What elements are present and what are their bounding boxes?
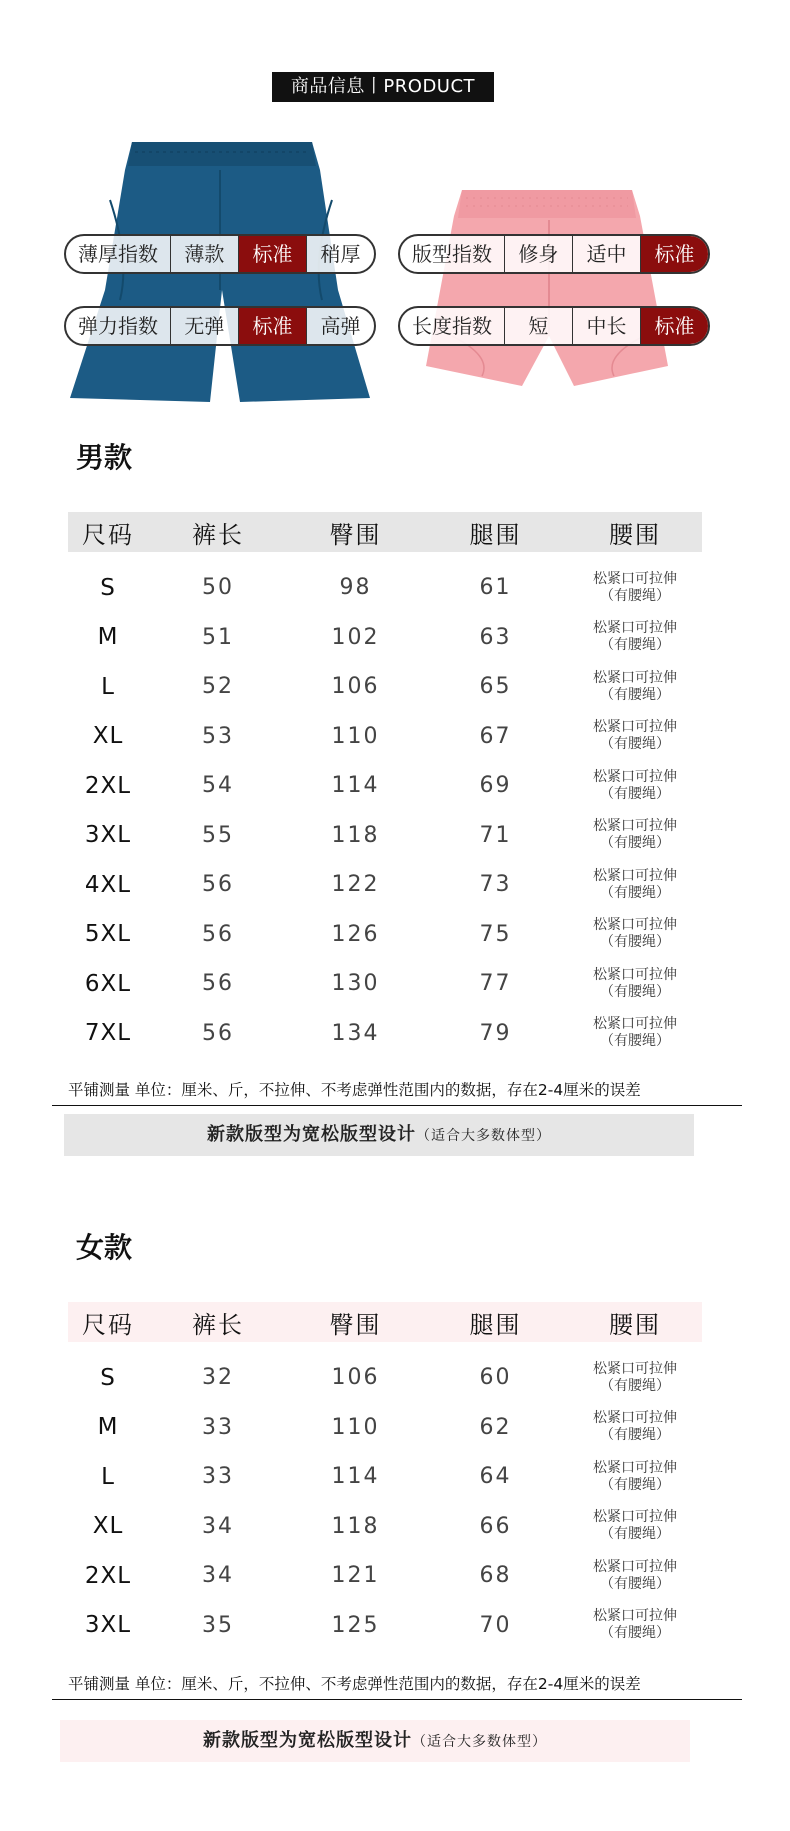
length-cell: 55 xyxy=(202,822,234,848)
men-table-body xyxy=(68,552,702,1058)
fit-option-regular: 适中 xyxy=(573,236,641,272)
women-table-body xyxy=(68,1342,702,1650)
thigh-cell: 64 xyxy=(479,1464,512,1490)
waist-line-1: 松紧口可拉伸 xyxy=(593,669,677,686)
header-thigh: 腿围 xyxy=(469,1310,522,1339)
thigh-cell: 69 xyxy=(479,773,512,799)
elasticity-label: 弹力指数 xyxy=(66,308,171,344)
thigh-cell: 73 xyxy=(479,872,512,898)
women-banner-text: 新款版型为宽松版型设计 xyxy=(203,1730,412,1751)
hip-cell: 122 xyxy=(331,872,380,898)
elasticity-option-standard: 标准 xyxy=(239,308,307,344)
women-banner-small: （适合大多数体型） xyxy=(412,1734,547,1750)
waist-line-1: 松紧口可拉伸 xyxy=(593,966,677,983)
length-cell: 56 xyxy=(202,1020,234,1046)
length-option-mid: 中长 xyxy=(573,308,641,344)
header-size: 尺码 xyxy=(82,1310,134,1339)
waist-cell xyxy=(568,1608,702,1642)
men-fit-banner xyxy=(64,1114,694,1156)
fit-label: 版型指数 xyxy=(400,236,505,272)
size-cell: 3XL xyxy=(84,822,132,849)
waist-cell xyxy=(568,967,702,1001)
length-cell: 34 xyxy=(202,1513,234,1539)
elasticity-indicator xyxy=(64,306,376,346)
hip-cell: 106 xyxy=(331,1365,380,1391)
hip-cell: 102 xyxy=(331,624,380,650)
table-row xyxy=(68,761,702,811)
waist-cell xyxy=(568,1361,702,1395)
waist-line-1: 松紧口可拉伸 xyxy=(593,1410,677,1427)
women-fit-banner xyxy=(60,1720,690,1762)
waist-line-1: 松紧口可拉伸 xyxy=(593,620,677,637)
table-row xyxy=(68,1353,702,1403)
header-hip: 臀围 xyxy=(329,1310,382,1339)
thickness-option-thin: 薄款 xyxy=(171,236,239,272)
women-table-header xyxy=(68,1302,702,1342)
waist-line-2: （有腰绳） xyxy=(600,983,670,1000)
table-row xyxy=(68,613,702,663)
thigh-cell: 62 xyxy=(479,1414,512,1440)
men-banner-text: 新款版型为宽松版型设计 xyxy=(207,1124,416,1145)
waist-cell xyxy=(568,917,702,951)
table-row xyxy=(68,1502,702,1552)
hip-cell: 114 xyxy=(331,773,380,799)
waist-cell xyxy=(568,868,702,902)
waist-line-2: （有腰绳） xyxy=(600,1427,670,1444)
size-cell: 3XL xyxy=(84,1612,132,1639)
header-size: 尺码 xyxy=(82,520,134,549)
size-cell: L xyxy=(101,1463,115,1490)
length-cell: 56 xyxy=(202,921,234,947)
men-note-divider xyxy=(52,1105,742,1106)
waist-line-1: 松紧口可拉伸 xyxy=(593,1608,677,1625)
length-cell: 33 xyxy=(202,1464,234,1490)
header-thigh: 腿围 xyxy=(469,520,522,549)
length-cell: 51 xyxy=(202,624,234,650)
waist-line-1: 松紧口可拉伸 xyxy=(593,570,677,587)
size-cell: M xyxy=(97,624,119,651)
thigh-cell: 71 xyxy=(479,822,512,848)
length-label: 长度指数 xyxy=(400,308,505,344)
header-hip: 臀围 xyxy=(329,520,382,549)
fit-option-slim: 修身 xyxy=(505,236,573,272)
hip-cell: 106 xyxy=(331,674,380,700)
thickness-indicator xyxy=(64,234,376,274)
waist-line-1: 松紧口可拉伸 xyxy=(593,917,677,934)
thigh-cell: 65 xyxy=(479,674,512,700)
waist-line-2: （有腰绳） xyxy=(600,736,670,753)
waist-line-2: （有腰绳） xyxy=(600,587,670,604)
waist-line-1: 松紧口可拉伸 xyxy=(593,1459,677,1476)
women-note-divider xyxy=(52,1699,742,1700)
thigh-cell: 61 xyxy=(479,575,512,601)
hip-cell: 118 xyxy=(331,822,380,848)
waist-cell xyxy=(568,1410,702,1444)
waist-cell xyxy=(568,1509,702,1543)
hip-cell: 98 xyxy=(339,575,372,601)
waist-cell xyxy=(568,571,702,605)
fit-indicator xyxy=(398,234,710,274)
table-row xyxy=(68,860,702,910)
thigh-cell: 77 xyxy=(479,971,512,997)
length-cell: 35 xyxy=(202,1612,234,1638)
men-table-header xyxy=(68,512,702,552)
waist-cell xyxy=(568,769,702,803)
hip-cell: 110 xyxy=(331,723,380,749)
hip-cell: 110 xyxy=(331,1414,380,1440)
length-cell: 33 xyxy=(202,1414,234,1440)
length-indicator xyxy=(398,306,710,346)
size-cell: 7XL xyxy=(84,1020,132,1047)
waist-line-2: （有腰绳） xyxy=(600,686,670,703)
length-cell: 52 xyxy=(202,674,234,700)
waist-line-1: 松紧口可拉伸 xyxy=(593,1016,677,1033)
waist-line-1: 松紧口可拉伸 xyxy=(593,768,677,785)
men-banner-small: （适合大多数体型） xyxy=(416,1128,551,1144)
length-option-standard: 标准 xyxy=(641,308,708,344)
thigh-cell: 63 xyxy=(479,624,512,650)
waist-line-2: （有腰绳） xyxy=(600,1476,670,1493)
size-cell: 2XL xyxy=(84,1562,132,1589)
waist-cell xyxy=(568,670,702,704)
men-size-table xyxy=(68,512,702,1058)
waist-line-2: （有腰绳） xyxy=(600,934,670,951)
size-cell: XL xyxy=(92,1513,124,1540)
thickness-label: 薄厚指数 xyxy=(66,236,171,272)
waist-line-2: （有腰绳） xyxy=(600,1033,670,1050)
waist-line-2: （有腰绳） xyxy=(600,835,670,852)
waist-line-1: 松紧口可拉伸 xyxy=(593,1360,677,1377)
table-row xyxy=(68,712,702,762)
table-row xyxy=(68,1601,702,1651)
waist-line-2: （有腰绳） xyxy=(600,637,670,654)
size-cell: L xyxy=(101,673,115,700)
length-cell: 56 xyxy=(202,872,234,898)
hip-cell: 121 xyxy=(331,1563,380,1589)
women-measurement-note: 平铺测量 单位：厘米、斤，不拉伸、不考虑弹性范围内的数据，存在2-4厘米的误差 xyxy=(68,1675,641,1693)
thigh-cell: 68 xyxy=(479,1563,512,1589)
women-section-title: 女款 xyxy=(76,1231,133,1264)
table-row xyxy=(68,1009,702,1059)
size-cell: 6XL xyxy=(84,970,132,997)
women-size-table xyxy=(68,1302,702,1650)
waist-line-1: 松紧口可拉伸 xyxy=(593,1509,677,1526)
hip-cell: 125 xyxy=(331,1612,380,1638)
hip-cell: 134 xyxy=(331,1020,380,1046)
thigh-cell: 70 xyxy=(479,1612,512,1638)
product-info-badge: 商品信息丨PRODUCT xyxy=(272,72,494,102)
table-row xyxy=(68,563,702,613)
thigh-cell: 60 xyxy=(479,1365,512,1391)
thigh-cell: 66 xyxy=(479,1513,512,1539)
waist-cell xyxy=(568,620,702,654)
size-cell: 2XL xyxy=(84,772,132,799)
thigh-cell: 67 xyxy=(479,723,512,749)
length-option-short: 短 xyxy=(505,308,573,344)
size-cell: 5XL xyxy=(84,921,132,948)
length-cell: 56 xyxy=(202,971,234,997)
women-shorts-image xyxy=(412,186,682,396)
hip-cell: 118 xyxy=(331,1513,380,1539)
waist-line-2: （有腰绳） xyxy=(600,884,670,901)
men-section-title: 男款 xyxy=(76,441,133,474)
thigh-cell: 79 xyxy=(479,1020,512,1046)
waist-line-2: （有腰绳） xyxy=(600,1575,670,1592)
waist-cell xyxy=(568,1559,702,1593)
waist-cell xyxy=(568,1460,702,1494)
thigh-cell: 75 xyxy=(479,921,512,947)
header-waist: 腰围 xyxy=(609,520,661,549)
table-row xyxy=(68,1551,702,1601)
length-cell: 53 xyxy=(202,723,234,749)
size-cell: 4XL xyxy=(84,871,132,898)
size-cell: S xyxy=(100,574,116,601)
size-cell: M xyxy=(97,1414,119,1441)
elasticity-option-none: 无弹 xyxy=(171,308,239,344)
table-row xyxy=(68,811,702,861)
length-cell: 34 xyxy=(202,1563,234,1589)
size-cell: S xyxy=(100,1364,116,1391)
waist-line-2: （有腰绳） xyxy=(600,1526,670,1543)
table-row xyxy=(68,1452,702,1502)
waist-line-2: （有腰绳） xyxy=(600,1377,670,1394)
table-row xyxy=(68,959,702,1009)
waist-line-1: 松紧口可拉伸 xyxy=(593,719,677,736)
hip-cell: 114 xyxy=(331,1464,380,1490)
waist-cell xyxy=(568,719,702,753)
waist-line-2: （有腰绳） xyxy=(600,1625,670,1642)
thickness-option-thick: 稍厚 xyxy=(320,242,361,266)
length-cell: 50 xyxy=(202,575,234,601)
header-length: 裤长 xyxy=(192,1310,244,1339)
waist-line-2: （有腰绳） xyxy=(600,785,670,802)
waist-line-1: 松紧口可拉伸 xyxy=(593,1558,677,1575)
table-row xyxy=(68,1403,702,1453)
table-row xyxy=(68,910,702,960)
size-cell: XL xyxy=(92,723,124,750)
thickness-option-standard: 标准 xyxy=(239,236,307,272)
waist-cell xyxy=(568,1016,702,1050)
men-measurement-note: 平铺测量 单位：厘米、斤，不拉伸、不考虑弹性范围内的数据，存在2-4厘米的误差 xyxy=(68,1081,641,1099)
length-cell: 54 xyxy=(202,773,234,799)
table-row xyxy=(68,662,702,712)
hip-cell: 130 xyxy=(331,971,380,997)
waist-cell xyxy=(568,818,702,852)
length-cell: 32 xyxy=(202,1365,234,1391)
header-waist: 腰围 xyxy=(609,1310,661,1339)
elasticity-option-high: 高弹 xyxy=(320,314,361,338)
header-length: 裤长 xyxy=(192,520,244,549)
hip-cell: 126 xyxy=(331,921,380,947)
fit-option-standard: 标准 xyxy=(641,236,708,272)
waist-line-1: 松紧口可拉伸 xyxy=(593,867,677,884)
waist-line-1: 松紧口可拉伸 xyxy=(593,818,677,835)
